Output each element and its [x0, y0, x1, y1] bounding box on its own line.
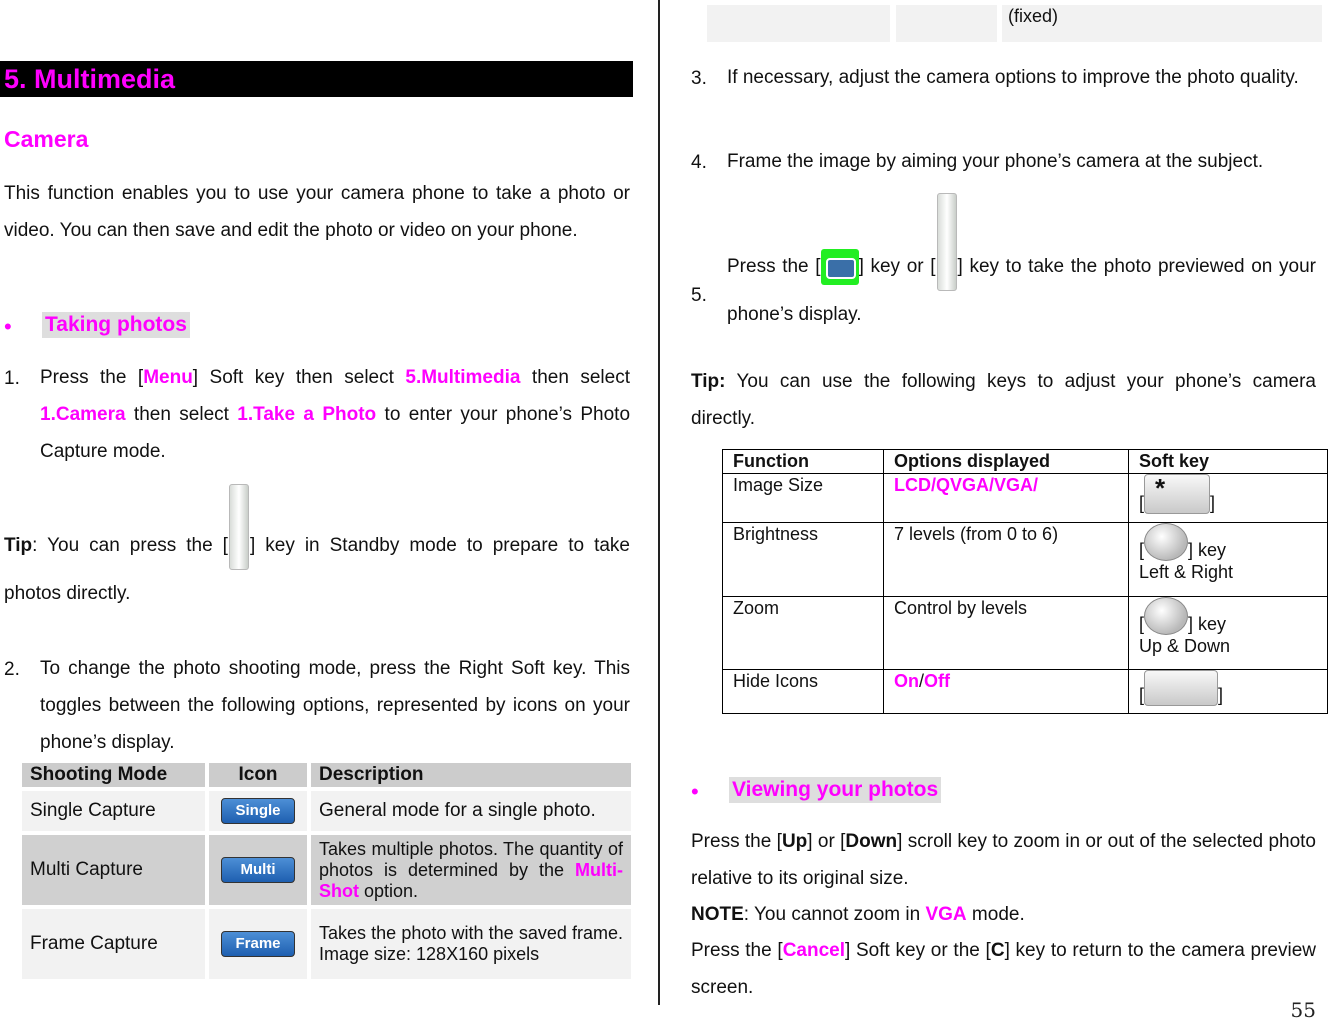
table-header-row: [723, 450, 1328, 474]
camera-menu-label: 1.Camera: [40, 404, 126, 425]
zoom-instructions: Press the [Up] or [Down] scroll key to zoom in or out of the selected photo relative to its original size.: [691, 831, 1316, 889]
table-header-row: [22, 763, 631, 787]
shooting-mode-table: [18, 759, 635, 983]
soft-key-cell: [ ]: [1129, 670, 1328, 714]
table-row: [723, 670, 1328, 714]
tip-label: Tip:: [691, 371, 726, 392]
table-row: [22, 791, 631, 831]
options-displayed: LCD/QVGA/VGA/: [884, 474, 1129, 523]
mode-name: Single Capture: [22, 791, 205, 831]
step-number: 2.: [4, 659, 20, 680]
tip-standby: Tip: You can press the [ ] key in Standby mode to prepare to take photos directly.: [4, 484, 630, 618]
fixed-description-cell: (fixed): [1002, 5, 1322, 42]
star-key-icon: *: [1144, 474, 1210, 514]
mode-icon-cell: [209, 791, 307, 831]
table-row: [22, 909, 631, 979]
table-row: [723, 523, 1328, 597]
return-instructions: Press the [Cancel] Soft key or the [C] key to return to the camera preview screen.: [691, 940, 1316, 998]
function-name: Hide Icons: [723, 670, 884, 714]
taking-photos-label: Taking photos: [42, 312, 190, 338]
mode-description: Takes multiple photos. The quantity of photos is determined by the Multi-Shot option.: [311, 835, 631, 905]
table-row: [723, 597, 1328, 670]
soft-key-cell: [ ] key Up & Down: [1129, 597, 1328, 670]
tip-keys: Tip: You can use the following keys to adjust your phone’s camera directly.: [691, 371, 1316, 429]
frame-capture-icon: Frame: [221, 931, 295, 957]
page-number: 55: [1290, 998, 1316, 1018]
bullet-icon: •: [4, 314, 12, 339]
viewing-photos-label: Viewing your photos: [729, 777, 941, 803]
table-continuation-cell: [896, 5, 997, 42]
table-row: [22, 835, 631, 905]
step-5-text: Press the [ ] key or [ ] key to take the photo previewed on your phone’s display.: [727, 193, 1316, 339]
function-name: Zoom: [723, 597, 884, 670]
multi-shot-option-label: Multi-Shot: [319, 859, 623, 901]
section-title-camera: Camera: [4, 126, 89, 152]
table-header: Soft key: [1129, 450, 1328, 474]
mode-name: Frame Capture: [22, 909, 205, 979]
note-label: NOTE: [691, 904, 744, 925]
mode-description: Takes the photo with the saved frame. Image size: 128X160 pixels: [311, 909, 631, 979]
step-2-text: To change the photo shooting mode, press the Right Soft key. This toggles between the following options, represented by icons on your phone’s display.: [40, 658, 630, 753]
table-header: Shooting Mode: [22, 763, 205, 787]
take-photo-menu-label: 1.Take a Photo: [237, 404, 377, 425]
function-name: Brightness: [723, 523, 884, 597]
table-continuation-cell: [707, 5, 890, 42]
step-3-text: If necessary, adjust the camera options to improve the photo quality.: [727, 67, 1299, 88]
mode-description: General mode for a single photo.: [311, 791, 631, 831]
menu-key-label: Menu: [143, 367, 193, 388]
side-camera-key-icon: [937, 193, 957, 291]
multi-capture-icon: Multi: [221, 857, 295, 883]
options-displayed: On/Off: [884, 670, 1129, 714]
navigation-key-icon: [1144, 523, 1188, 561]
step-number: 4.: [691, 152, 707, 173]
step-number: 1.: [4, 368, 20, 389]
options-displayed: 7 levels (from 0 to 6): [884, 523, 1129, 597]
step-1-text: Press the [Menu] Soft key then select 5.Multimedia then select 1.Camera then select 1.Take a Photo to enter your phone’s Photo Capture mode.: [40, 367, 631, 462]
mode-icon-cell: [209, 909, 307, 979]
single-capture-icon: Single: [221, 798, 295, 824]
table-header: Icon: [209, 763, 307, 787]
hash-key-icon: [1144, 670, 1218, 706]
table-header: Options displayed: [884, 450, 1129, 474]
step-number: 3.: [691, 68, 707, 89]
table-header: Description: [311, 763, 631, 787]
soft-key-cell: [ ] key Left & Right: [1129, 523, 1328, 597]
step-number: 5.: [691, 285, 707, 306]
navigation-key-icon: [1144, 597, 1188, 635]
chapter-title: 5. Multimedia: [4, 64, 176, 94]
tip-label: Tip: [4, 535, 33, 556]
function-name: Image Size: [723, 474, 884, 523]
column-divider: [658, 0, 660, 1005]
soft-key-cell: [ * ]: [1129, 474, 1328, 523]
mode-name: Multi Capture: [22, 835, 205, 905]
table-header: Function: [723, 450, 884, 474]
table-row: [723, 474, 1328, 523]
mode-icon-cell: [209, 835, 307, 905]
side-camera-key-icon: [229, 484, 249, 570]
camera-keys-table: [722, 449, 1328, 714]
bullet-icon: •: [691, 779, 699, 804]
chapter-header: [0, 61, 633, 97]
vga-note: NOTE: You cannot zoom in VGA mode.: [691, 904, 1025, 925]
multimedia-menu-label: 5.Multimedia: [405, 367, 521, 388]
step-4-text: Frame the image by aiming your phone’s camera at the subject.: [727, 151, 1264, 172]
camera-key-icon: [821, 249, 859, 285]
options-displayed: Control by levels: [884, 597, 1129, 670]
camera-intro: This function enables you to use your camera phone to take a photo or video. You can then save and edit the photo or video on your phone.: [4, 183, 630, 241]
